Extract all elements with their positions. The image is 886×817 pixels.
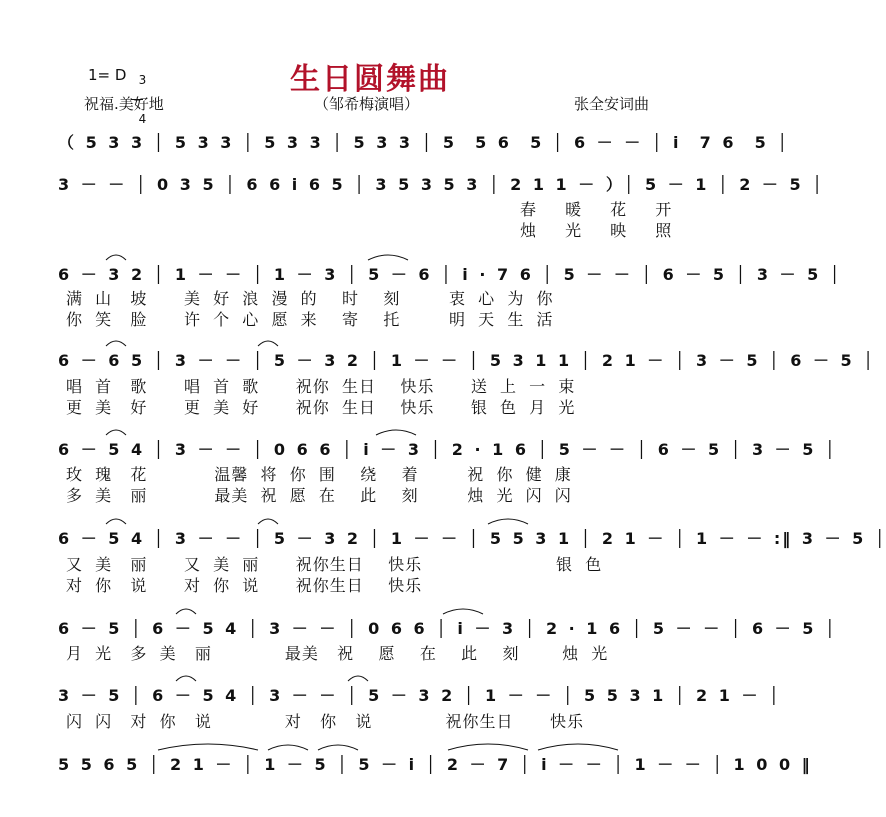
lyric-row-2b: 烛 光 映 照 [520, 221, 684, 240]
notation-row-8 [58, 683, 781, 705]
song-title: 生日圆舞曲 [290, 62, 450, 97]
notes: 6 － 6 5 │ 3 － － │ 5 － 3 2 │ 1 － － │ 5 3 1 1 │ 2 1 － │ 3 － 5 │ 6 － 5 │ [58, 351, 875, 370]
notation-row-4 [58, 348, 875, 370]
slur-marks [58, 423, 672, 437]
lyric-row-5b: 多 美 丽 最美 祝 愿 在 此 刻 烛 光 闪 闪 [66, 486, 572, 505]
lyric-row-4a: 唱 首 歌 唱 首 歌 祝你 生日 快乐 送 上 一 束 [66, 377, 576, 396]
notes: 5 5 6 5 │ 2 1 － │ 1 － 5 │ 5 － i │ 2 － 7 │ i － － │ 1 － － │ 1 0 0 ‖ [58, 755, 812, 774]
notes: 3 － － │ 0 3 5 │ 6 6 i 6 5 │ 3 5 3 5 3 │ 2 1 1 － ）│ 5 － 1 │ 2 － 5 │ [58, 175, 824, 194]
lyric-row-8: 闪 闪 对 你 说 对 你 说 祝你生日 快乐 [66, 712, 584, 731]
slur-marks [58, 334, 672, 348]
tempo-mark: 祝福.美好地 [84, 95, 164, 113]
notes: 6 － 5 4 │ 3 － － │ 5 － 3 2 │ 1 － － │ 5 5 3 1 │ 2 1 － │ 1 － － :‖ 3 － 5 │ [58, 529, 886, 548]
lyric-row-3a: 满 山 坡 美 好 浪 漫 的 时 刻 衷 心 为 你 [66, 289, 554, 308]
performer: （邹希梅演唱） [314, 95, 420, 113]
time-bottom: 4 [138, 112, 147, 126]
notes: （ 5 3 3 │ 5 3 3 │ 5 3 3 │ 5 3 3 │ 5 5 6 5 │ 6 － － │ i 7 6 5 │ [58, 133, 789, 152]
credits: 张全安词曲 [574, 95, 650, 113]
slur-marks [58, 512, 672, 526]
key-signature: 1= D [88, 66, 127, 84]
lyric-row-6a: 又 美 丽 又 美 丽 祝你生日 快乐 银 色 [66, 555, 603, 574]
lyric-row-5a: 玫 瑰 花 温馨 将 你 围 绕 着 祝 你 健 康 [66, 465, 572, 484]
notes: 6 － 5 │ 6 － 5 4 │ 3 － － │ 0 6 6 │ i － 3 │ 2 · 1 6 │ 5 － － │ 6 － 5 │ [58, 619, 837, 638]
lyric-row-6b: 对 你 说 对 你 说 祝你生日 快乐 [66, 576, 423, 595]
lyric-row-2a: 春 暖 花 开 [520, 200, 684, 219]
notation-row-9 [58, 752, 812, 774]
notation-row-1 [58, 130, 789, 152]
lyric-row-3b: 你 笑 脸 许 个 心 愿 来 寄 托 明 天 生 活 [66, 310, 554, 329]
slur-marks [58, 669, 672, 683]
time-top: 3 [138, 73, 147, 87]
notes: 3 － 5 │ 6 － 5 4 │ 3 － － │ 5 － 3 2 │ 1 － － │ 5 5 3 1 │ 2 1 － │ [58, 686, 781, 705]
slur-marks [58, 248, 672, 262]
notation-row-5 [58, 437, 837, 459]
notation-row-3 [58, 262, 842, 284]
notation-row-2 [58, 172, 824, 194]
notation-row-6 [58, 526, 886, 548]
notes: 6 － 5 4 │ 3 － － │ 0 6 6 │ i － 3 │ 2 · 1 6 │ 5 － － │ 6 － 5 │ 3 － 5 │ [58, 440, 837, 459]
slur-marks [58, 738, 672, 752]
lyric-row-4b: 更 美 好 更 美 好 祝你 生日 快乐 银 色 月 光 [66, 398, 576, 417]
notation-row-7 [58, 616, 837, 638]
notes: 6 － 3 2 │ 1 － － │ 1 － 3 │ 5 － 6 │ i · 7 6 │ 5 － － │ 6 － 5 │ 3 － 5 │ [58, 265, 842, 284]
lyric-row-7: 月 光 多 美 丽 最美 祝 愿 在 此 刻 烛 光 [66, 644, 609, 663]
slur-marks [58, 602, 672, 616]
